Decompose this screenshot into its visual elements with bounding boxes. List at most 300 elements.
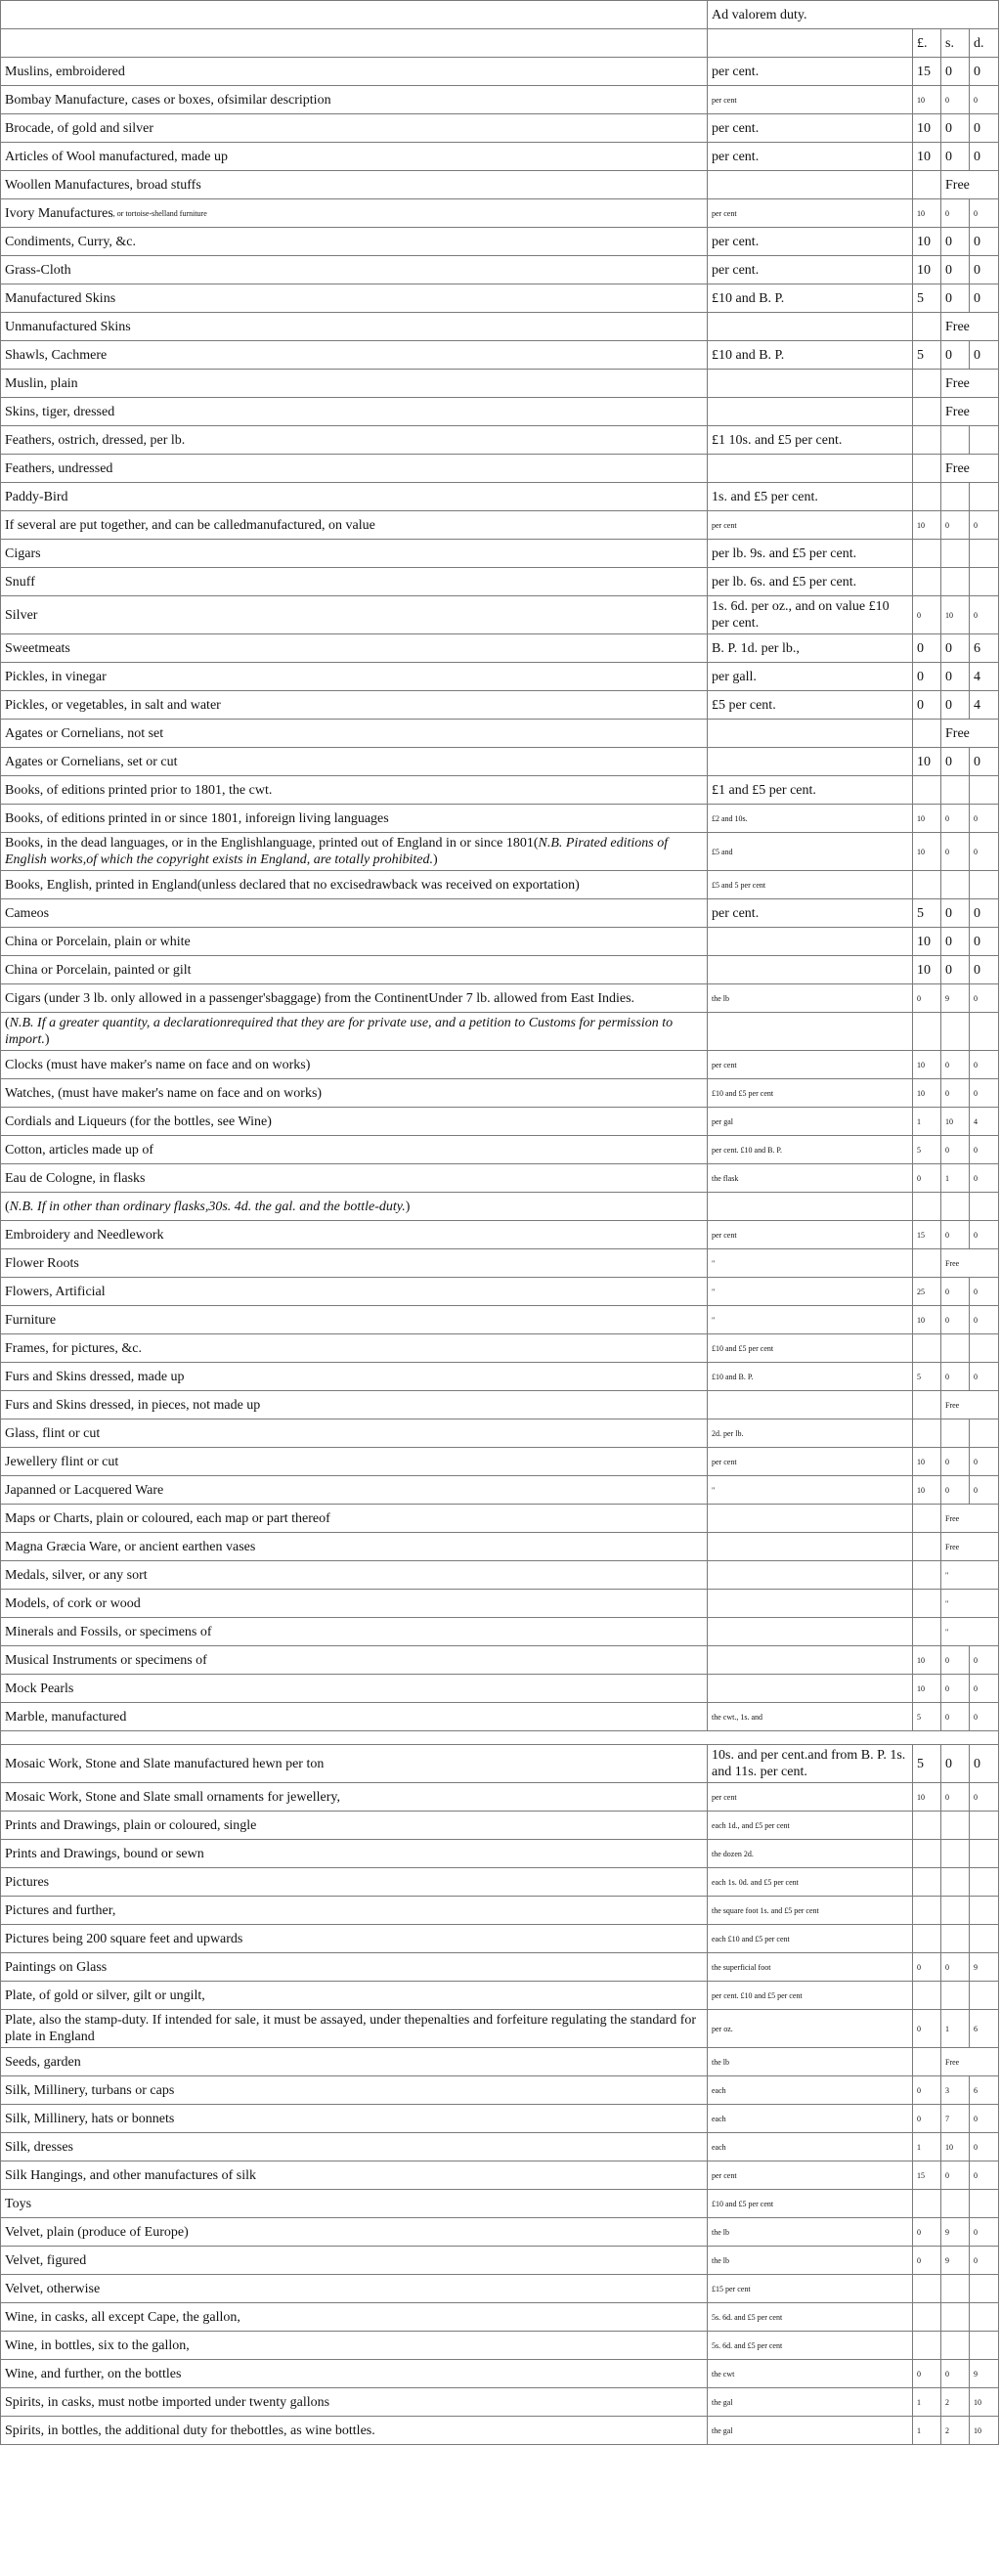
pounds-cell: 10 bbox=[913, 256, 941, 284]
header-title: Ad valorem duty. bbox=[708, 1, 999, 29]
pounds-cell bbox=[913, 1419, 941, 1448]
item-text: Ivory Manufactures bbox=[5, 205, 113, 221]
item-text: Prints and Drawings, bound or sewn bbox=[5, 1846, 204, 1861]
free-cell: Free bbox=[941, 1249, 999, 1278]
pence-cell bbox=[970, 871, 999, 899]
pence-cell: 0 bbox=[970, 511, 999, 540]
pounds-cell: 0 bbox=[913, 1953, 941, 1982]
item-cell bbox=[1, 1897, 708, 1925]
pounds-cell bbox=[913, 1334, 941, 1363]
item-cell bbox=[1, 1363, 708, 1391]
pounds-cell bbox=[913, 1391, 941, 1419]
shillings-cell: 9 bbox=[941, 2218, 970, 2247]
pence-cell: 6 bbox=[970, 634, 999, 663]
pounds-cell: 10 bbox=[913, 511, 941, 540]
item-cell bbox=[1, 1306, 708, 1334]
shillings-cell: 0 bbox=[941, 663, 970, 691]
rate-cell bbox=[708, 1533, 913, 1561]
item-text: Maps or Charts, plain or coloured, each map or part thereof bbox=[5, 1510, 330, 1526]
table-row bbox=[1, 1505, 999, 1533]
rate-cell: 5s. 6d. and £5 per cent bbox=[708, 2303, 913, 2332]
item-cell bbox=[1, 1812, 708, 1840]
pounds-cell: 0 bbox=[913, 2076, 941, 2105]
shillings-cell: 1 bbox=[941, 1164, 970, 1193]
item-text: Condiments, Curry, &c. bbox=[5, 234, 137, 249]
shillings-cell: 0 bbox=[941, 256, 970, 284]
table-row bbox=[1, 256, 999, 284]
rate-cell bbox=[708, 748, 913, 776]
shillings-cell bbox=[941, 1925, 970, 1953]
pence-cell: 9 bbox=[970, 2360, 999, 2388]
pence-cell bbox=[970, 1925, 999, 1953]
pounds-cell: 10 bbox=[913, 86, 941, 114]
table-row bbox=[1, 805, 999, 833]
pence-cell bbox=[970, 540, 999, 568]
shillings-cell: 0 bbox=[941, 748, 970, 776]
duty-table-body bbox=[1, 1, 999, 2445]
item-text: Frames, for pictures, &c. bbox=[5, 1340, 142, 1356]
rate-cell: £1 and £5 per cent. bbox=[708, 776, 913, 805]
item-cell bbox=[1, 1391, 708, 1419]
table-row bbox=[1, 1334, 999, 1363]
free-cell: Free bbox=[941, 455, 999, 483]
item-cell bbox=[1, 2388, 708, 2417]
free-cell: Free bbox=[941, 1505, 999, 1533]
pounds-cell: 10 bbox=[913, 228, 941, 256]
pounds-cell bbox=[913, 1590, 941, 1618]
rate-cell: each bbox=[708, 2105, 913, 2133]
shillings-cell: 0 bbox=[941, 1363, 970, 1391]
item-text: Books, English, printed in England(unless declared that no excisedrawback was received on exportation) bbox=[5, 877, 580, 893]
item-cell bbox=[1, 691, 708, 720]
item-text: Furs and Skins dressed, made up bbox=[5, 1369, 185, 1384]
item-text: Flowers, Artificial bbox=[5, 1284, 106, 1299]
rate-cell: the lb bbox=[708, 2247, 913, 2275]
table-row bbox=[1, 1840, 999, 1868]
shillings-cell: 0 bbox=[941, 1646, 970, 1675]
shillings-cell bbox=[941, 540, 970, 568]
rate-cell: " bbox=[708, 1476, 913, 1505]
rate-cell: per gal bbox=[708, 1108, 913, 1136]
item-cell bbox=[1, 1646, 708, 1675]
table-row bbox=[1, 341, 999, 370]
pounds-cell bbox=[913, 1618, 941, 1646]
table-row bbox=[1, 2105, 999, 2133]
table-row bbox=[1, 426, 999, 455]
shillings-cell: 0 bbox=[941, 1448, 970, 1476]
pounds-cell bbox=[913, 398, 941, 426]
item-text: Grass-Cloth bbox=[5, 262, 71, 278]
rate-cell bbox=[708, 398, 913, 426]
item-cell bbox=[1, 568, 708, 596]
pounds-cell: 0 bbox=[913, 663, 941, 691]
shillings-cell bbox=[941, 1840, 970, 1868]
shillings-cell: 10 bbox=[941, 1108, 970, 1136]
table-row bbox=[1, 114, 999, 143]
rate-cell: per cent. £10 and £5 per cent bbox=[708, 1982, 913, 2010]
pounds-cell: 0 bbox=[913, 634, 941, 663]
item-text: Velvet, figured bbox=[5, 2252, 87, 2268]
shillings-cell bbox=[941, 568, 970, 596]
rate-cell: per cent. bbox=[708, 143, 913, 171]
pounds-cell: 10 bbox=[913, 748, 941, 776]
pounds-cell bbox=[913, 1925, 941, 1953]
rate-cell: £1 10s. and £5 per cent. bbox=[708, 426, 913, 455]
item-text: Silk, dresses bbox=[5, 2139, 73, 2155]
table-row bbox=[1, 776, 999, 805]
rate-cell: " bbox=[708, 1306, 913, 1334]
item-cell bbox=[1, 2190, 708, 2218]
table-row bbox=[1, 833, 999, 871]
pence-cell: 0 bbox=[970, 1745, 999, 1783]
item-cell bbox=[1, 1164, 708, 1193]
rate-cell: per cent bbox=[708, 86, 913, 114]
item-text: Medals, silver, or any sort bbox=[5, 1567, 148, 1583]
rate-cell: £10 and £5 per cent bbox=[708, 1334, 913, 1363]
item-cell bbox=[1, 1448, 708, 1476]
item-cell bbox=[1, 2247, 708, 2275]
rate-cell bbox=[708, 720, 913, 748]
item-cell bbox=[1, 114, 708, 143]
item-cell bbox=[1, 2332, 708, 2360]
pounds-cell bbox=[913, 2048, 941, 2076]
table-row bbox=[1, 568, 999, 596]
pounds-cell: 0 bbox=[913, 596, 941, 634]
item-cell bbox=[1, 1590, 708, 1618]
item-cell bbox=[1, 2133, 708, 2161]
header-units-row bbox=[1, 29, 999, 58]
table-row bbox=[1, 2161, 999, 2190]
shillings-cell: 0 bbox=[941, 928, 970, 956]
item-text: Cameos bbox=[5, 905, 50, 921]
rate-cell: 10s. and per cent.and from B. P. 1s. and 11s. per cent. bbox=[708, 1745, 913, 1783]
pence-cell: 0 bbox=[970, 341, 999, 370]
pence-cell: 4 bbox=[970, 663, 999, 691]
item-cell: Books, in the dead languages, or in the Englishlanguage, printed out of England in or since 1801(N.B. Pirated editions of English works,of which the copyright exists in England, are totally prohibited.) bbox=[1, 833, 708, 871]
rate-cell bbox=[708, 1505, 913, 1533]
shillings-cell bbox=[941, 1868, 970, 1897]
table-row bbox=[1, 86, 999, 114]
item-cell bbox=[1, 1419, 708, 1448]
item-cell bbox=[1, 871, 708, 899]
item-cell bbox=[1, 2275, 708, 2303]
pence-cell: 0 bbox=[970, 748, 999, 776]
item-text: Shawls, Cachmere bbox=[5, 347, 108, 363]
item-cell bbox=[1, 2218, 708, 2247]
pence-cell: 0 bbox=[970, 1783, 999, 1812]
pounds-cell bbox=[913, 455, 941, 483]
shillings-cell: 3 bbox=[941, 2076, 970, 2105]
pence-cell: 0 bbox=[970, 1448, 999, 1476]
rate-cell: per cent bbox=[708, 1448, 913, 1476]
item-text: If several are put together, and can be calledmanufactured, on value bbox=[5, 517, 375, 533]
rate-cell: per lb. 9s. and £5 per cent. bbox=[708, 540, 913, 568]
pounds-cell: 10 bbox=[913, 1646, 941, 1675]
item-cell bbox=[1, 483, 708, 511]
item-text: Velvet, plain (produce of Europe) bbox=[5, 2224, 189, 2240]
rate-cell: £5 and 5 per cent bbox=[708, 871, 913, 899]
item-text: Velvet, otherwise bbox=[5, 2281, 101, 2296]
shillings-cell: 0 bbox=[941, 805, 970, 833]
shillings-cell: 0 bbox=[941, 86, 970, 114]
rate-cell: per cent. bbox=[708, 899, 913, 928]
item-text: Brocade, of gold and silver bbox=[5, 120, 154, 136]
header-pounds: £. bbox=[913, 29, 941, 58]
pence-cell bbox=[970, 568, 999, 596]
rate-cell: £5 per cent. bbox=[708, 691, 913, 720]
shillings-cell bbox=[941, 2190, 970, 2218]
item-cell bbox=[1, 1476, 708, 1505]
rate-cell: per cent. bbox=[708, 256, 913, 284]
table-row bbox=[1, 1391, 999, 1419]
item-cell bbox=[1, 984, 708, 1013]
shillings-cell: 0 bbox=[941, 114, 970, 143]
pence-cell: 0 bbox=[970, 833, 999, 871]
item-cell bbox=[1, 2076, 708, 2105]
pounds-cell: 10 bbox=[913, 1079, 941, 1108]
pence-cell: 0 bbox=[970, 1675, 999, 1703]
item-text: Mosaic Work, Stone and Slate manufactured hewn per ton bbox=[5, 1756, 325, 1771]
pounds-cell bbox=[913, 1982, 941, 2010]
table-row bbox=[1, 956, 999, 984]
shillings-cell: 2 bbox=[941, 2417, 970, 2445]
pounds-cell: 5 bbox=[913, 899, 941, 928]
item-text: Cigars bbox=[5, 546, 41, 561]
shillings-cell: 0 bbox=[941, 511, 970, 540]
rate-cell bbox=[708, 1391, 913, 1419]
item-text: Japanned or Lacquered Ware bbox=[5, 1482, 164, 1498]
table-row bbox=[1, 1675, 999, 1703]
table-row bbox=[1, 2076, 999, 2105]
table-row bbox=[1, 1476, 999, 1505]
item-text: Cotton, articles made up of bbox=[5, 1142, 154, 1157]
rate-cell: per cent. bbox=[708, 114, 913, 143]
shillings-cell: 0 bbox=[941, 833, 970, 871]
shillings-cell: 0 bbox=[941, 341, 970, 370]
free-cell: " bbox=[941, 1618, 999, 1646]
item-note: N.B. If in other than ordinary flasks,30s. 4d. the gal. and the bottle-duty. bbox=[9, 1199, 406, 1214]
item-cell bbox=[1, 596, 708, 634]
shillings-cell: 0 bbox=[941, 143, 970, 171]
pence-cell: 0 bbox=[970, 2218, 999, 2247]
pence-cell: 0 bbox=[970, 86, 999, 114]
item-text: Cigars (under 3 lb. only allowed in a passenger'sbaggage) from the ContinentUnder 7 lb. allowed from East Indies. bbox=[5, 990, 635, 1006]
pence-cell bbox=[970, 1840, 999, 1868]
pence-cell bbox=[970, 1982, 999, 2010]
item-cell bbox=[1, 2105, 708, 2133]
pence-cell: 0 bbox=[970, 1136, 999, 1164]
item-cell bbox=[1, 720, 708, 748]
pounds-cell: 25 bbox=[913, 1278, 941, 1306]
pence-cell: 0 bbox=[970, 228, 999, 256]
table-row bbox=[1, 1783, 999, 1812]
free-cell: Free bbox=[941, 398, 999, 426]
pounds-cell: 10 bbox=[913, 199, 941, 228]
pence-cell: 0 bbox=[970, 1164, 999, 1193]
item-text: Cordials and Liqueurs (for the bottles, see Wine) bbox=[5, 1113, 272, 1129]
item-cell bbox=[1, 1533, 708, 1561]
item-text: Feathers, undressed bbox=[5, 460, 113, 476]
item-cell bbox=[1, 1334, 708, 1363]
item-cell bbox=[1, 1221, 708, 1249]
item-text: Unmanufactured Skins bbox=[5, 319, 131, 334]
pounds-cell: 0 bbox=[913, 2218, 941, 2247]
pence-cell: 0 bbox=[970, 143, 999, 171]
rate-cell: the flask bbox=[708, 1164, 913, 1193]
pounds-cell bbox=[913, 871, 941, 899]
shillings-cell: 0 bbox=[941, 1783, 970, 1812]
pence-cell: 0 bbox=[970, 805, 999, 833]
pounds-cell bbox=[913, 1533, 941, 1561]
table-row bbox=[1, 2133, 999, 2161]
shillings-cell bbox=[941, 1013, 970, 1051]
item-text: Books, of editions printed prior to 1801, the cwt. bbox=[5, 782, 273, 798]
pence-cell bbox=[970, 1812, 999, 1840]
pence-cell: 0 bbox=[970, 2247, 999, 2275]
item-cell bbox=[1, 2360, 708, 2388]
rate-cell: £10 and £5 per cent bbox=[708, 2190, 913, 2218]
pence-cell: 0 bbox=[970, 2161, 999, 2190]
rate-cell bbox=[708, 171, 913, 199]
rate-cell bbox=[708, 370, 913, 398]
blank-cell bbox=[1, 1731, 999, 1745]
item-text: Paintings on Glass bbox=[5, 1959, 108, 1975]
item-text: Furs and Skins dressed, in pieces, not made up bbox=[5, 1397, 261, 1413]
pence-cell: 0 bbox=[970, 956, 999, 984]
rate-cell: £10 and B. P. bbox=[708, 284, 913, 313]
pounds-cell bbox=[913, 1249, 941, 1278]
rate-cell: the cwt bbox=[708, 2360, 913, 2388]
item-text: Musical Instruments or specimens of bbox=[5, 1652, 207, 1668]
table-row bbox=[1, 1249, 999, 1278]
shillings-cell: 0 bbox=[941, 1953, 970, 1982]
item-text: Sweetmeats bbox=[5, 640, 70, 656]
pence-cell bbox=[970, 1193, 999, 1221]
rate-cell: the superficial foot bbox=[708, 1953, 913, 1982]
rate-cell: £10 and B. P. bbox=[708, 1363, 913, 1391]
rate-cell: per cent. £10 and B. P. bbox=[708, 1136, 913, 1164]
item-text: Seeds, garden bbox=[5, 2054, 81, 2070]
free-cell: " bbox=[941, 1590, 999, 1618]
pounds-cell bbox=[913, 1897, 941, 1925]
item-text: Silver bbox=[5, 607, 38, 623]
header-pence: d. bbox=[970, 29, 999, 58]
pence-cell: 0 bbox=[970, 984, 999, 1013]
table-row bbox=[1, 540, 999, 568]
item-text: Plate, also the stamp-duty. If intended for sale, it must be assayed, under thepenalties and forfeiture regulating the standard for plate in England bbox=[5, 2013, 697, 2044]
item-cell bbox=[1, 58, 708, 86]
item-cell bbox=[1, 313, 708, 341]
table-row bbox=[1, 1618, 999, 1646]
item-text: Agates or Cornelians, set or cut bbox=[5, 754, 178, 769]
free-cell: Free bbox=[941, 171, 999, 199]
item-cell bbox=[1, 1783, 708, 1812]
item-cell bbox=[1, 341, 708, 370]
rate-cell: 2d. per lb. bbox=[708, 1419, 913, 1448]
rate-cell: each bbox=[708, 2133, 913, 2161]
table-row bbox=[1, 1703, 999, 1731]
item-text: Snuff bbox=[5, 574, 35, 589]
pence-cell: 0 bbox=[970, 1051, 999, 1079]
item-note: N.B. If a greater quantity, a declarationrequired that they are for private use, and a petition to Customs for permission to import. bbox=[5, 1016, 674, 1047]
rate-cell: each £10 and £5 per cent bbox=[708, 1925, 913, 1953]
pounds-cell: 10 bbox=[913, 956, 941, 984]
pence-cell: 0 bbox=[970, 1221, 999, 1249]
rate-cell: " bbox=[708, 1249, 913, 1278]
item-text: Pictures and further, bbox=[5, 1902, 116, 1918]
table-row bbox=[1, 1812, 999, 1840]
rate-cell bbox=[708, 1590, 913, 1618]
shillings-cell: 10 bbox=[941, 2133, 970, 2161]
item-cell bbox=[1, 2048, 708, 2076]
pence-cell: 0 bbox=[970, 256, 999, 284]
pounds-cell: 10 bbox=[913, 928, 941, 956]
free-cell: Free bbox=[941, 313, 999, 341]
shillings-cell bbox=[941, 1193, 970, 1221]
item-cell bbox=[1, 511, 708, 540]
shillings-cell bbox=[941, 776, 970, 805]
shillings-cell bbox=[941, 1897, 970, 1925]
rate-cell: B. P. 1d. per lb., bbox=[708, 634, 913, 663]
pence-cell: 0 bbox=[970, 58, 999, 86]
shillings-cell: 0 bbox=[941, 58, 970, 86]
table-row bbox=[1, 2303, 999, 2332]
pounds-cell bbox=[913, 1868, 941, 1897]
item-cell bbox=[1, 805, 708, 833]
item-cell bbox=[1, 899, 708, 928]
item-cell bbox=[1, 634, 708, 663]
rate-cell: £10 and B. P. bbox=[708, 341, 913, 370]
table-row bbox=[1, 313, 999, 341]
rate-cell: per cent bbox=[708, 511, 913, 540]
pence-cell bbox=[970, 776, 999, 805]
header-row bbox=[1, 1, 999, 29]
item-cell bbox=[1, 540, 708, 568]
item-text: Watches, (must have maker's name on face and on works) bbox=[5, 1085, 323, 1101]
rate-cell: per oz. bbox=[708, 2010, 913, 2048]
rate-cell: per cent bbox=[708, 1221, 913, 1249]
item-cell bbox=[1, 663, 708, 691]
pence-cell bbox=[970, 1013, 999, 1051]
item-text: Silk, Millinery, turbans or caps bbox=[5, 2082, 175, 2098]
table-row bbox=[1, 2332, 999, 2360]
rate-cell: each bbox=[708, 2076, 913, 2105]
shillings-cell bbox=[941, 2275, 970, 2303]
table-row bbox=[1, 1448, 999, 1476]
item-cell bbox=[1, 199, 708, 228]
shillings-cell: 0 bbox=[941, 1745, 970, 1783]
pounds-cell: 0 bbox=[913, 2247, 941, 2275]
pence-cell: 6 bbox=[970, 2010, 999, 2048]
shillings-cell: 0 bbox=[941, 1079, 970, 1108]
item-text: Books, in the dead languages, or in the Englishlanguage, printed out of England in or since 1801( bbox=[5, 836, 539, 851]
item-cell bbox=[1, 1675, 708, 1703]
rate-cell: the cwt., 1s. and bbox=[708, 1703, 913, 1731]
pounds-cell: 0 bbox=[913, 984, 941, 1013]
item-text: Bombay Manufacture, cases or boxes, ofsimilar description bbox=[5, 92, 331, 108]
pounds-cell: 15 bbox=[913, 2161, 941, 2190]
table-row bbox=[1, 1590, 999, 1618]
rate-cell bbox=[708, 956, 913, 984]
pence-cell bbox=[970, 2332, 999, 2360]
item-text: Woollen Manufactures, broad stuffs bbox=[5, 177, 201, 193]
pounds-cell bbox=[913, 1840, 941, 1868]
free-cell: Free bbox=[941, 370, 999, 398]
item-cell: (N.B. If in other than ordinary flasks,30s. 4d. the gal. and the bottle-duty.) bbox=[1, 1193, 708, 1221]
table-row bbox=[1, 1745, 999, 1783]
table-row bbox=[1, 1925, 999, 1953]
pounds-cell: 1 bbox=[913, 2388, 941, 2417]
